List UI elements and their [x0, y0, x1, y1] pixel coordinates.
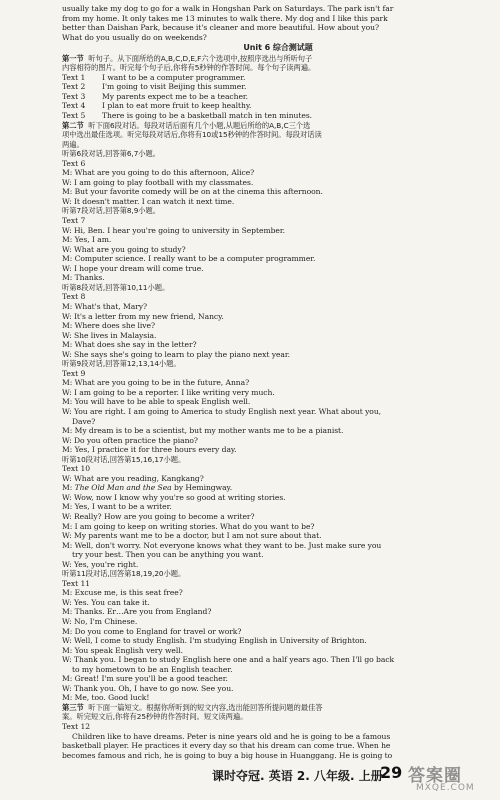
- dialogue-line: W: What are you reading, Kangkang?: [62, 473, 204, 483]
- dialogue-line: W: What are you going to study?: [62, 244, 186, 254]
- dialogue-line: M: Thanks. Er…Are you from England?: [62, 607, 212, 617]
- dialogue-line: W: Thank you. Oh, I have to go now. See you.: [62, 683, 234, 693]
- paragraph-line: from my home. It only takes me 13 minutes to walk there. My dog and I like this park: [62, 13, 388, 23]
- dialogue-line: M: What are you going to do this afternoon, Alice?: [62, 168, 255, 178]
- text-12-label: Text 12: [62, 722, 91, 732]
- dialogue-line: M: You speak English very well.: [62, 645, 183, 655]
- unit-title: Unit 6 综合测试题: [243, 43, 313, 53]
- dialogue-line: Text 11: [62, 578, 91, 588]
- section-2-line-1: 听下面6段对话。每段对话后面有几个小题,从题后所给的A,B,C三个选: [88, 120, 311, 130]
- instruction-line: 听第9段对话,回答第12,13,14小题。: [62, 359, 181, 369]
- dialogue-line: W: Wow, now I know why you're so good at writing stories.: [62, 492, 286, 502]
- dialogue-line: W: My parents want me to be a doctor, but I am not sure about that.: [62, 531, 322, 541]
- text-item: [62, 101, 494, 111]
- dialogue-line: W: She lives in Malaysia.: [62, 330, 157, 340]
- book-title-italic: The Old Man and the Sea: [74, 483, 172, 493]
- dialogue-line: M: Where does she live?: [62, 321, 155, 331]
- text-label: Text 1: [62, 72, 86, 82]
- dialogue-line: M: I am going to keep on writing stories. What do you want to be?: [62, 521, 315, 531]
- dialogue-line: W: Well, I come to study English. I'm studying English in University of Brighton.: [62, 636, 367, 646]
- dialogue-line: W: Yes. You can take it.: [62, 597, 150, 607]
- dialogue-line: W: Really? How are you going to become a writer?: [62, 511, 255, 521]
- dialogue-line: M: Thanks.: [62, 273, 105, 283]
- section-1-line-2: 内容相符的图片。听完每个句子后,你将有5秒钟的作答时间。每个句子读两遍。: [62, 63, 316, 73]
- dialogue-line: to my hometown to be an English teacher.: [72, 664, 233, 674]
- paragraph-line: What do you usually do on weekends?: [62, 32, 207, 42]
- section-2-line-2: 项中选出最佳选项。听完每段对话后,你将有10或15秒钟的作答时间。每段对话读: [62, 130, 322, 140]
- text-label: Text 3: [62, 91, 86, 101]
- dialogues: [62, 149, 494, 703]
- section-2-line-3: 两遍。: [62, 139, 84, 149]
- page-number: 29: [380, 763, 403, 782]
- dialogue-line: M: Well, don't worry. Not everyone knows what they want to be. Just make sure you: [62, 540, 382, 550]
- dialogue-line: W: Do you often practice the piano?: [62, 435, 198, 445]
- section-2-label: 第二节: [62, 120, 84, 130]
- text-12-passage: [62, 732, 494, 761]
- section-1-line-1: 听句子。从下面所给的A,B,C,D,E,F六个选项中,按照序选出与所听句子: [88, 53, 313, 63]
- dialogue-text: M:: [62, 483, 75, 493]
- dialogue-line: W: She says she's going to learn to play the piano next year.: [62, 349, 290, 359]
- text-item: [62, 73, 494, 83]
- dialogue-line: M: Yes, I want to be a writer.: [62, 502, 172, 512]
- text-label: Text 5: [62, 111, 86, 121]
- dialogue-line: Text 7: [62, 216, 86, 226]
- text-sentence: I plan to eat more fruit to keep healthy.: [102, 101, 252, 111]
- instruction-line: 听第8段对话,回答第10,11小题。: [62, 282, 170, 292]
- dialogue-line: Dave?: [72, 416, 96, 426]
- instruction-line: 听第11段对话,回答第18,19,20小题。: [62, 569, 186, 579]
- dialogue-line: M: Yes, I am.: [62, 235, 112, 245]
- section-1-instructions: [62, 54, 494, 73]
- dialogue-line: M: What's that, Mary?: [62, 301, 148, 311]
- dialogue-line: W: Thank you. I began to study English here one and a half years ago. Then I'll go back: [62, 655, 395, 665]
- dialogue-line: Text 9: [62, 368, 86, 378]
- dialogue-line: M: Excuse me, is this seat free?: [62, 588, 183, 598]
- dialogue-line: try your best. Then you can be anything you want.: [72, 550, 264, 560]
- dialogue-line: M: What are you going to be in the future, Anna?: [62, 378, 250, 388]
- instruction-line: 听第7段对话,回答第8,9小题。: [62, 206, 161, 216]
- dialogue-line: W: I am going to play football with my classmates.: [62, 177, 254, 187]
- dialogue-line: M: Me, too. Good luck!: [62, 693, 150, 703]
- dialogue-line: M: But your favorite comedy will be on at the cinema this afternoon.: [62, 187, 323, 197]
- dialogue-line: Text 8: [62, 292, 86, 302]
- text-item: [62, 111, 494, 121]
- paragraph-line: usually take my dog to go for a walk in Hongshan Park on Saturdays. The park isn't far: [62, 4, 394, 13]
- dialogue-text: by Hemingway.: [171, 483, 233, 493]
- paragraph-line: better than Daishan Park, because it's cleaner and more beautiful. How about you?: [62, 23, 380, 33]
- section-1-label: 第一节: [62, 53, 84, 63]
- dialogue-line: W: Hi, Ben. I hear you're going to university in September.: [62, 225, 285, 235]
- dialogue-line: W: It doesn't matter. I can watch it next time.: [62, 196, 235, 206]
- dialogue-line: Text 6: [62, 158, 86, 168]
- dialogue-line: M: What does she say in the letter?: [62, 340, 197, 350]
- text-sentence: I want to be a computer programmer.: [102, 72, 246, 82]
- dialogue-line: W: Yes, you're right.: [62, 559, 139, 569]
- book-title: 课时夺冠. 英语 2. 八年级. 上册: [212, 769, 383, 783]
- passage-line: basketball player. He practices it every day so that his dream can come true. When he: [62, 741, 391, 751]
- text-sentence: My parents expect me to be a teacher.: [102, 91, 249, 101]
- instruction-line: 听第6段对话,回答第6,7小题。: [62, 149, 161, 159]
- dialogue-line: W: I hope your dream will come true.: [62, 263, 204, 273]
- top-paragraph: [62, 4, 494, 42]
- dialogue-line: W: You are right. I am going to America to study English next year. What about you,: [62, 406, 382, 416]
- dialogue-line: W: It's a letter from my new friend, Nancy.: [62, 311, 224, 321]
- section-3-label: 第三节: [62, 702, 84, 712]
- text-label: Text 4: [62, 101, 86, 111]
- dialogue-line: [62, 483, 494, 493]
- dialogue-line: M: Computer science. I really want to be a computer programmer.: [62, 254, 316, 264]
- text-item: [62, 92, 494, 102]
- section-2-instructions: [62, 121, 494, 150]
- passage-line: becomes famous and rich, he is going to buy a big house in Huanggang. He is going to: [62, 750, 393, 760]
- text-item: [62, 82, 494, 92]
- document-page: [62, 4, 494, 760]
- dialogue-line: W: No, I'm Chinese.: [62, 617, 138, 626]
- dialogue-line: M: My dream is to be a scientist, but my mother wants me to be a pianist.: [62, 426, 344, 436]
- dialogue-line: M: Yes, I practice it for three hours every day.: [62, 445, 237, 455]
- instruction-line: 听第10段对话,回答第15,16,17小题。: [62, 454, 186, 464]
- dialogue-line: M: Do you come to England for travel or work?: [62, 626, 242, 636]
- section-3-instructions: [62, 703, 494, 722]
- text-sentence: I'm going to visit Beijing this summer.: [102, 82, 247, 92]
- dialogue-line: Text 10: [62, 464, 91, 474]
- text-sentence: There is going to be a basketball match in ten minutes.: [102, 111, 313, 121]
- section-1-texts: [62, 73, 494, 121]
- watermark-url: MXQE.COM: [416, 783, 475, 793]
- passage-line: Children like to have dreams. Peter is nine years old and he is going to be a famous: [72, 731, 391, 741]
- section-3-line-2: 案。听完短文后,你将有25秒钟的作答时间。短文读两遍。: [62, 712, 248, 722]
- watermark-logo: 答案圈: [408, 766, 462, 786]
- dialogue-line: M: Great! I'm sure you'll be a good teacher.: [62, 674, 228, 684]
- section-3-line-1: 听下面一篇短文。根据你所听到的短文内容,选出能回答所提问题的最佳答: [88, 702, 323, 712]
- page-footer: [212, 763, 500, 799]
- dialogue-line: M: You will have to be able to speak English well.: [62, 397, 251, 407]
- text-label: Text 2: [62, 82, 86, 92]
- dialogue-line: W: I am going to be a reporter. I like writing very much.: [62, 387, 275, 397]
